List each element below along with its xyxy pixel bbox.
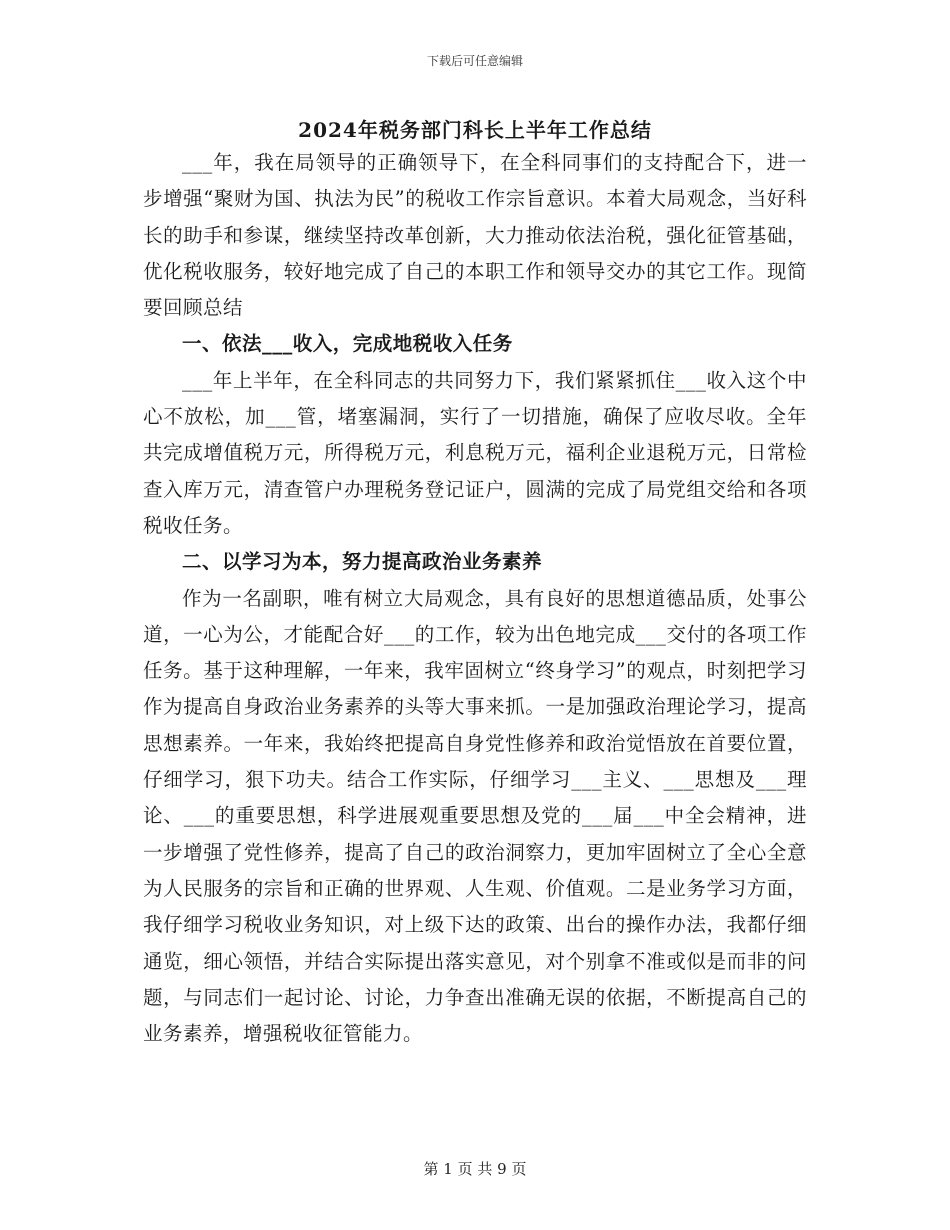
header-note: 下载后可任意编辑 <box>426 54 523 68</box>
section-2-paragraph: 作为一名副职，唯有树立大局观念，具有良好的思想道德品质，处事公道，一心为公，才能配合好___的工作，较为出色地完成___交付的各项工作任务。基于这种理解，一年来，我牢固树立“终身学习”的观点，时刻把学习作为提高自身政治业务素养的头等大事来抓。一是加强政治理论学习，提高思想素养。一年来，我始终把提高自身党性修养和政治觉悟放在首要位置，仔细学习，狠下功夫。结合工作实际，仔细学习___主义、___思想及___理论、___的重要思想，科学进展观重要思想及党的___届___中全会精神，进一步增强了党性修养，提高了自己的政治洞察力，更加牢固树立了全心全意为人民服务的宗旨和正确的世界观、人生观、价值观。二是业务学习方面，我仔细学习税收业务知识，对上级下达的政策、出台的操作办法，我都仔细通览，细心领悟，并结合实际提出落实意见，对个别拿不准或似是而非的问题，与同志们一起讨论、讨论，力争查出准确无误的依据，不断提高自己的业务素养，增强税收征管能力。 <box>143 586 807 1046</box>
intro-paragraph: ___年，我在局领导的正确领导下，在全科同事们的支持配合下，进一步增强“聚财为国、执法为民”的税收工作宗旨意识。本着大局观念，当好科长的助手和参谋，继续坚持改革创新，大力推动依法治税，强化征管基础，优化税收服务，较好地完成了自己的本职工作和领导交办的其它工作。现简要回顾总结 <box>143 151 807 320</box>
document-body <box>143 145 807 1052</box>
section-1-paragraph: ___年上半年，在全科同志的共同努力下，我们紧紧抓住___收入这个中心不放松，加___管，堵塞漏洞，实行了一切措施，确保了应收尽收。全年共完成增值税万元，所得税万元，利息税万元，福利企业退税万元，日常检查入库万元，清查管户办理税务登记证户，圆满的完成了局党组交给和各项税收任务。 <box>143 368 807 537</box>
page-footer: 第 1 页 共 9 页 <box>423 1160 527 1178</box>
document-title: 2024年税务部门科长上半年工作总结 <box>298 118 652 142</box>
section-heading-2: 二、以学习为本，努力提高政治业务素养 <box>182 550 543 574</box>
section-heading-1: 一、依法___收入，完成地税收入任务 <box>182 332 513 356</box>
